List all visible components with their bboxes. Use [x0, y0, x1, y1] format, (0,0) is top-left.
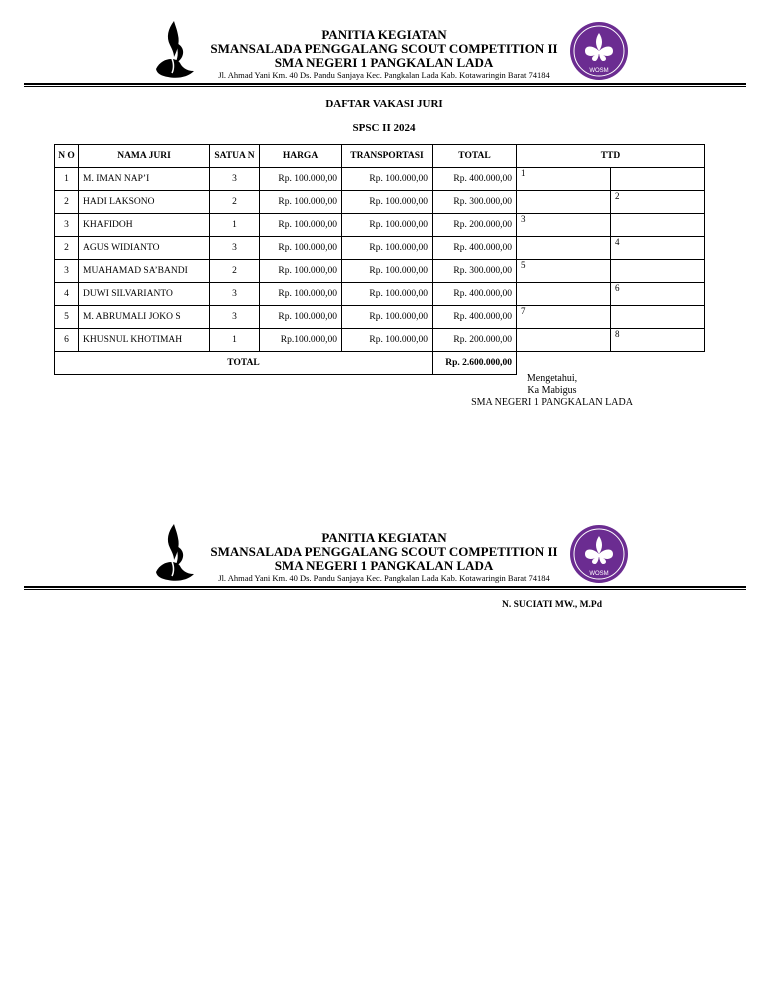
ttd-number: 2: [615, 191, 620, 201]
row-harga: Rp. 100.000,00: [260, 283, 342, 306]
badge-text: WOSM: [589, 571, 609, 577]
event-title: SMANSALADA PENGGALANG SCOUT COMPETITION II: [210, 544, 558, 559]
row-total: Rp. 400.000,00: [433, 306, 517, 329]
row-satuan: 2: [210, 191, 260, 214]
row-nama: AGUS WIDIANTO: [79, 237, 210, 260]
committee-title: PANITIA KEGIATAN: [321, 27, 447, 42]
ttd-right-cell: [611, 283, 705, 306]
wosm-badge-logo: [569, 524, 629, 584]
row-satuan: 1: [210, 214, 260, 237]
row-harga: Rp. 100.000,00: [260, 168, 342, 191]
row-harga: Rp.100.000,00: [260, 329, 342, 352]
ttd-left-cell: [517, 260, 611, 283]
ttd-left-cell: [517, 237, 611, 260]
row-transportasi: Rp. 100.000,00: [342, 191, 433, 214]
row-harga: Rp. 100.000,00: [260, 306, 342, 329]
row-no: 5: [55, 306, 79, 329]
signature-school: SMA NEGERI 1 PANGKALAN LADA: [471, 397, 633, 408]
tunas-kelapa-logo: [152, 19, 196, 81]
row-no: 3: [55, 214, 79, 237]
row-total: Rp. 300.000,00: [433, 191, 517, 214]
row-transportasi: Rp. 100.000,00: [342, 283, 433, 306]
signatory-name: N. SUCIATI MW., M.Pd: [501, 600, 603, 610]
table-row: [55, 329, 705, 352]
table-row: [55, 191, 705, 214]
header-divider-thin: [24, 86, 746, 87]
row-total: Rp. 300.000,00: [433, 260, 517, 283]
total-value: Rp. 2.600.000,00: [433, 352, 517, 375]
header-divider: [24, 83, 746, 85]
row-transportasi: Rp. 100.000,00: [342, 168, 433, 191]
row-total: Rp. 200.000,00: [433, 329, 517, 352]
letterhead-top: [0, 19, 768, 89]
row-total: Rp. 200.000,00: [433, 214, 517, 237]
ttd-right-cell: [611, 237, 705, 260]
row-satuan: 2: [210, 260, 260, 283]
table-row: [55, 168, 705, 191]
row-satuan: 3: [210, 168, 260, 191]
row-satuan: 3: [210, 237, 260, 260]
wosm-badge-logo: [569, 21, 629, 81]
ttd-right-cell: [611, 306, 705, 329]
row-nama: MUAHAMAD SA’BANDI: [79, 260, 210, 283]
row-nama: KHAFIDOH: [79, 214, 210, 237]
header-divider: [24, 586, 746, 588]
row-no: 2: [55, 191, 79, 214]
row-transportasi: Rp. 100.000,00: [342, 329, 433, 352]
col-ttd: TTD: [517, 145, 705, 168]
row-no: 6: [55, 329, 79, 352]
committee-title: PANITIA KEGIATAN: [321, 530, 447, 545]
row-total: Rp. 400.000,00: [433, 283, 517, 306]
row-nama: M. IMAN NAP’I: [79, 168, 210, 191]
col-nama: NAMA JURI: [79, 145, 210, 168]
row-harga: Rp. 100.000,00: [260, 237, 342, 260]
col-no: N O: [55, 145, 79, 168]
col-satuan: SATUA N: [210, 145, 260, 168]
ttd-number: 4: [615, 237, 620, 247]
ttd-right-cell: [611, 168, 705, 191]
row-no: 3: [55, 260, 79, 283]
ttd-number: 8: [615, 329, 620, 339]
badge-text: WOSM: [589, 68, 609, 74]
ttd-number: 7: [521, 306, 526, 316]
row-harga: Rp. 100.000,00: [260, 260, 342, 283]
row-transportasi: Rp. 100.000,00: [342, 260, 433, 283]
total-label: TOTAL: [55, 352, 433, 375]
table-total-row: [55, 352, 705, 375]
col-total: TOTAL: [433, 145, 517, 168]
ttd-number: 6: [615, 283, 620, 293]
document-subtitle: SPSC II 2024: [352, 122, 416, 134]
address: Jl. Ahmad Yani Km. 40 Ds. Pandu Sanjaya Kec. Pangkalan Lada Kab. Kotawaringin Barat 74184: [218, 70, 550, 80]
table-row: [55, 306, 705, 329]
row-satuan: 3: [210, 306, 260, 329]
ttd-number: 3: [521, 214, 526, 224]
table-row: [55, 283, 705, 306]
row-nama: HADI LAKSONO: [79, 191, 210, 214]
school-name: SMA NEGERI 1 PANGKALAN LADA: [274, 55, 494, 70]
ttd-left-cell: [517, 306, 611, 329]
letterhead-bottom: [0, 522, 768, 592]
table-row: [55, 214, 705, 237]
header-divider-thin: [24, 589, 746, 590]
ttd-right-cell: [611, 329, 705, 352]
row-nama: M. ABRUMALI JOKO S: [79, 306, 210, 329]
col-harga: HARGA: [260, 145, 342, 168]
ttd-right-cell: [611, 260, 705, 283]
ttd-left-cell: [517, 214, 611, 237]
row-transportasi: Rp. 100.000,00: [342, 237, 433, 260]
document-title: DAFTAR VAKASI JURI: [325, 98, 443, 110]
row-no: 1: [55, 168, 79, 191]
signature-role: Ka Mabigus: [527, 385, 577, 396]
total-spacer: [517, 352, 705, 375]
table-header-row: [55, 145, 705, 168]
ttd-left-cell: [517, 329, 611, 352]
row-satuan: 1: [210, 329, 260, 352]
ttd-number: 1: [521, 168, 526, 178]
row-no: 4: [55, 283, 79, 306]
row-harga: Rp. 100.000,00: [260, 214, 342, 237]
signature-ack: Mengetahui,: [526, 373, 578, 384]
address: Jl. Ahmad Yani Km. 40 Ds. Pandu Sanjaya Kec. Pangkalan Lada Kab. Kotawaringin Barat 74184: [218, 573, 550, 583]
school-name: SMA NEGERI 1 PANGKALAN LADA: [274, 558, 494, 573]
vakasi-table: [54, 144, 705, 375]
event-title: SMANSALADA PENGGALANG SCOUT COMPETITION II: [210, 41, 558, 56]
row-total: Rp. 400.000,00: [433, 237, 517, 260]
row-nama: KHUSNUL KHOTIMAH: [79, 329, 210, 352]
row-satuan: 3: [210, 283, 260, 306]
table-row: [55, 237, 705, 260]
row-total: Rp. 400.000,00: [433, 168, 517, 191]
ttd-right-cell: [611, 191, 705, 214]
tunas-kelapa-logo: [152, 522, 196, 584]
row-harga: Rp. 100.000,00: [260, 191, 342, 214]
table-row: [55, 260, 705, 283]
ttd-right-cell: [611, 214, 705, 237]
ttd-left-cell: [517, 168, 611, 191]
ttd-left-cell: [517, 191, 611, 214]
ttd-number: 5: [521, 260, 526, 270]
ttd-left-cell: [517, 283, 611, 306]
col-transportasi: TRANSPORTASI: [342, 145, 433, 168]
row-transportasi: Rp. 100.000,00: [342, 214, 433, 237]
row-nama: DUWI SILVARIANTO: [79, 283, 210, 306]
row-transportasi: Rp. 100.000,00: [342, 306, 433, 329]
row-no: 2: [55, 237, 79, 260]
